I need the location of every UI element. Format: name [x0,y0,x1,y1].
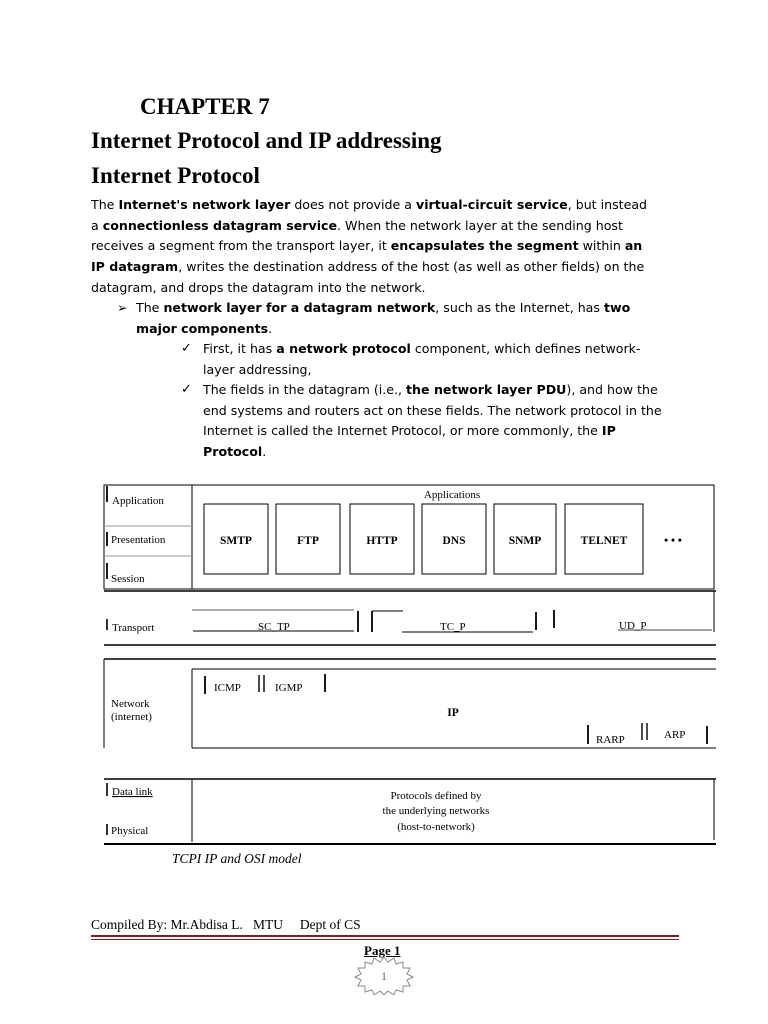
intro-text: The [91,197,119,212]
check-run: The fields in the datagram (i.e., [203,382,407,397]
footer-text [91,917,361,933]
intro-bold: encapsulates the segment [390,238,579,254]
intro-bold: virtual-circuit service [415,197,568,212]
layer-label-network-sub: (internet) [111,711,152,723]
footer-rule [91,939,679,940]
protocol-sctp: SC_TP [258,621,290,633]
layer-label-network: Network [111,698,150,710]
app-dns: DNS [442,535,466,547]
bullet-text [136,298,636,339]
intro-paragraph [91,195,651,299]
layer-label-datalink: Data link [112,786,153,798]
figure-caption: TCPI IP and OSI model [172,851,302,866]
check-text [203,339,663,380]
layer-label-session: Session [111,573,145,585]
intro-bold: connectionless datagram service [102,217,338,233]
protocol-rarp: RARP [596,734,625,746]
check-bold: IP Protocol [203,423,616,460]
check-icon: ✓ [181,341,192,356]
page-label: Page 1 [364,943,401,958]
applications-label: Applications [423,489,481,501]
intro-bold: Internet's network layer [118,197,291,212]
app-snmp: SNMP [508,535,542,547]
page-number-seal [352,955,416,995]
page-number: 1 [381,969,387,983]
underlying-line-3: (host-to-network) [397,821,475,833]
bullet-bold: network layer for a datagram network [163,300,436,315]
protocol-igmp: IGMP [275,682,303,694]
intro-text: does not provide a [290,197,416,212]
check-run: component, which defines network-layer addressing, [203,341,641,377]
protocol-tcp: TC_P [440,621,466,633]
layer-label-physical: Physical [111,825,149,837]
footer-compiled: Compiled By: Mr.Abdisa L. [91,917,243,932]
intro-bold: an IP datagram [91,238,643,275]
protocol-udp: UD_P [619,620,647,632]
app-ftp: FTP [297,535,319,547]
intro-text: , but instead a [91,197,648,233]
underlying-line-1: Protocols defined by [390,790,482,802]
layer-label-application: Application [112,495,164,507]
underlying-line-2: the underlying networks [382,805,490,817]
chapter-heading: CHAPTER 7 [140,94,270,119]
page-title: Internet Protocol and IP addressing [91,128,442,153]
check-text [203,380,663,463]
more-apps-ellipsis: • • • [664,535,682,547]
layer-label-transport: Transport [112,622,155,634]
check-icon: ✓ [181,382,192,397]
check-bold: a network protocol [276,341,411,356]
footer-dept: Dept of CS [299,917,361,932]
intro-text: . When the network layer at the sending host receives a segment from the transport layer, it [91,217,623,254]
arrow-bullet-icon: ➢ [117,300,128,315]
intro-text: , writes the destination address of the host (as well as other fields) on the datagram, and drops the datagram into the network. [91,259,645,295]
bullet-run: . [268,320,273,336]
footer-rule [91,935,679,937]
check-run: First, it has [203,341,277,356]
check-bold: the network layer PDU [406,382,567,397]
section-heading: Internet Protocol [91,163,260,188]
footer-org: MTU [253,917,283,932]
bullet-run: , such as the Internet, has [435,300,604,315]
check-run: ), and how the end systems and routers act on these fields. The network protocol in the Internet is called the Internet Protocol, or more commonly, the [203,382,662,439]
bullet-run: The [136,300,164,315]
protocol-ip: IP [447,707,459,719]
tcpip-osi-diagram [0,470,768,860]
bullet-bold: two major components [136,300,631,336]
layer-label-presentation: Presentation [111,534,166,546]
app-telnet: TELNET [580,535,628,547]
check-run: . [262,444,267,460]
intro-text: within [578,238,625,254]
app-http: HTTP [366,535,398,547]
protocol-arp: ARP [664,729,686,741]
protocol-icmp: ICMP [214,682,241,694]
app-smtp: SMTP [220,535,252,547]
